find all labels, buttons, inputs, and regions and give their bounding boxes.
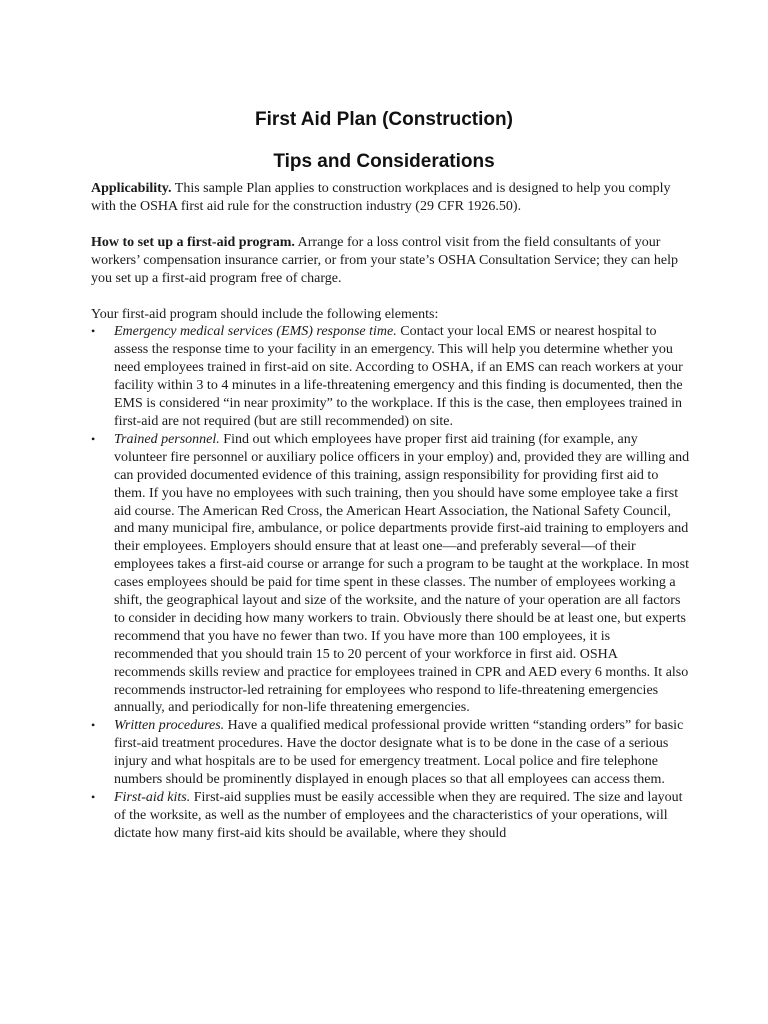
- setup-paragraph: [91, 234, 691, 288]
- element-text: Contact your local EMS or nearest hospital to assess the response time to your facility in an emergency. This will help you determine whether you need employees trained in first-aid on site. According to OSHA, if an EMS can reach workers at your facility within 3 to 4 minutes in a life-threatening emergency and this finding is documented, then the EMS is considered “in near proximity” to the workplace. If this is the case, then employees trained in first-aid are not required (but are still recommended) on site.: [114, 324, 683, 429]
- document-title: First Aid Plan (Construction): [255, 109, 513, 130]
- applicability-paragraph: [91, 180, 691, 216]
- document-subtitle: Tips and Considerations: [273, 151, 495, 172]
- element-text: First-aid supplies must be easily accessible when they are required. The size and layout of the worksite, as well as the number of employees and the characteristics of your operations, will dictate how many first-aid kits should be available, where they should: [114, 790, 683, 841]
- setup-label: How to set up a first-aid program.: [91, 234, 295, 250]
- list-item: [91, 323, 691, 430]
- list-item: [91, 789, 691, 843]
- applicability-label: Applicability.: [91, 181, 172, 196]
- elements-intro: Your first-aid program should include the following elements:: [91, 306, 439, 322]
- element-label: Written procedures.: [114, 718, 225, 734]
- element-text: Find out which employees have proper first aid training (for example, any volunteer fire personnel or auxiliary police officers in your employ) and, provided they are willing and can provided documented evidence of this training, assign responsibility for providing first aid to them. If you have no employees with such training, then you should have some employee take a first aid course. The American Red Cross, the American Heart Association, the National Safety Council, and many municipal fire, ambulance, or police departments provide first-aid training to employers and their employees. Employers should ensure that at least one—and preferably several—of their employees takes a first-aid course or arrange for such a program to be taught at the workplace. In most cases employees should be paid for time spent in these classes. The number of employees working a shift, the geographical layout and size of the worksite, and the nature of your operation are all factors to consider in deciding how many workers to train. Obviously there should be at least one, but experts recommend that you have no fewer than two. If you have more than 100 employees, it is recommended that you should train 15 to 20 percent of your workforce in first aid. OSHA recommends skills review and practice for employees trained in CPR and AED every 6 months. It also recommends instructor-led retraining for employees who respond to life-threatening emergencies annually, and periodically for non-life threatening emergencies.: [114, 431, 690, 716]
- list-item: [91, 717, 691, 789]
- bullet-icon: •: [91, 324, 96, 339]
- setup-text: Arrange for a loss control visit from the field consultants of your workers’ compensation insurance carrier, or from your state’s OSHA Consultation Service; they can help you set up a first-aid program free of charge.: [91, 234, 679, 286]
- bullet-icon: •: [91, 431, 96, 446]
- document-body: [91, 180, 691, 843]
- element-text: Have a qualified medical professional provide written “standing orders” for basic first-aid treatment procedures. Have the doctor designate what is to be done in the case of a serious injury and what hospitals are to be used for emergency treatment. Local police and fire telephone numbers should be prominently displayed in enough places so that all employees can access them.: [114, 718, 684, 788]
- applicability-text: This sample Plan applies to construction workplaces and is designed to help you comply with the OSHA first aid rule for the construction industry (29 CFR 1926.50).: [91, 181, 671, 214]
- list-item: [91, 431, 691, 718]
- bullet-icon: •: [91, 718, 96, 733]
- elements-list: [91, 323, 691, 842]
- bullet-icon: •: [91, 790, 96, 804]
- element-label: Emergency medical services (EMS) response time.: [114, 324, 397, 340]
- element-label: First-aid kits.: [114, 790, 191, 805]
- element-label: Trained personnel.: [114, 431, 220, 447]
